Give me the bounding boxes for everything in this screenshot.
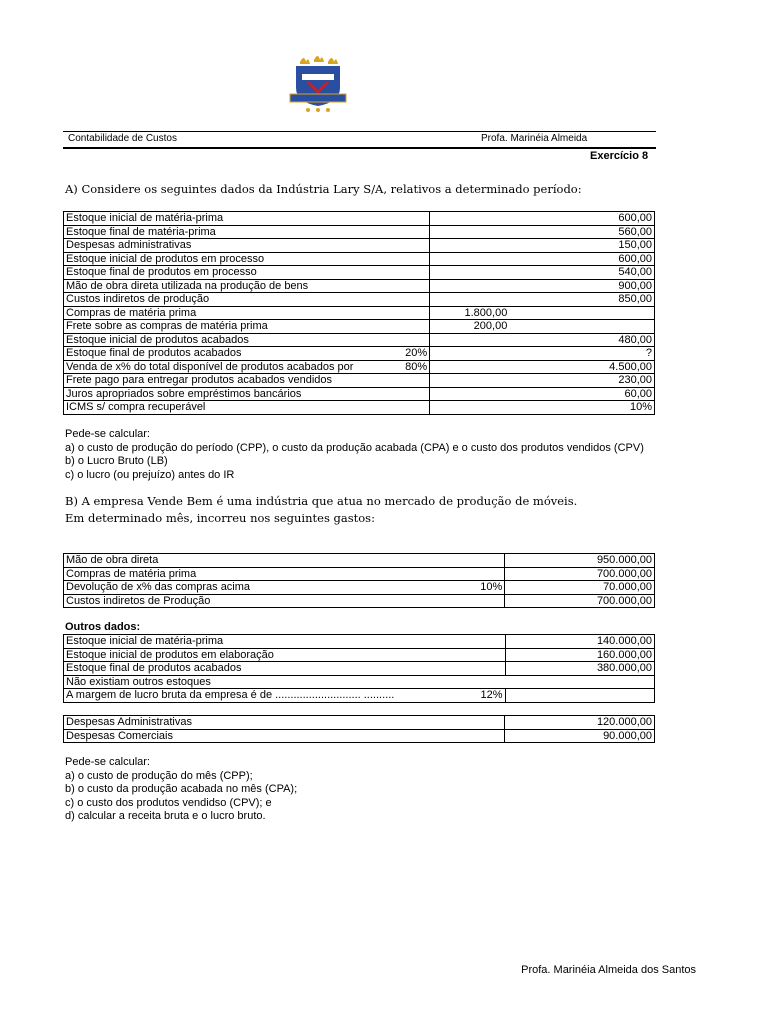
section-a-ask-b: b) o Lucro Bruto (LB) xyxy=(65,455,168,467)
row-label: Venda de x% do total disponível de produtos acabados por xyxy=(64,360,404,374)
table-row xyxy=(64,662,655,676)
row-value: 4.500,00 xyxy=(509,360,654,374)
row-percent xyxy=(403,225,430,239)
row-percent: 20% xyxy=(403,347,430,361)
row-label: Frete sobre as compras de matéria prima xyxy=(64,320,404,334)
row-percent xyxy=(403,374,430,388)
section-b-other-table xyxy=(63,634,655,703)
row-subvalue xyxy=(430,239,510,253)
section-a-ask-a: a) o custo de produção do período (CPP), o custo da produção acabada (CPA) e o custo dos produtos vendidos (CPV) xyxy=(65,441,644,454)
margin-value: 12% xyxy=(443,689,505,703)
row-label: Juros apropriados sobre empréstimos bancários xyxy=(64,387,404,401)
row-label: Despesas Administrativas xyxy=(64,716,505,730)
table-row xyxy=(64,635,655,649)
row-label: Estoque final de produtos acabados xyxy=(64,662,506,676)
row-label: Compras de matéria prima xyxy=(64,306,404,320)
header-bottom-rule xyxy=(63,147,656,149)
row-label: Estoque inicial de matéria-prima xyxy=(64,635,506,649)
row-subvalue xyxy=(430,252,510,266)
exercise-title: Exercício 8 xyxy=(590,150,649,162)
row-percent xyxy=(403,401,430,415)
section-b-ask-b: b) o custo da produção acabada no mês (CPA); xyxy=(65,783,298,795)
row-value: 560,00 xyxy=(509,225,654,239)
table-row xyxy=(64,374,655,388)
table-row xyxy=(64,320,655,334)
section-a-table xyxy=(63,211,655,415)
section-a-ask-title: Pede-se calcular: xyxy=(65,428,150,440)
section-b-questions xyxy=(65,756,297,824)
row-subvalue xyxy=(430,293,510,307)
row-value: 950.000,00 xyxy=(505,554,655,568)
table-row xyxy=(64,266,655,280)
row-value xyxy=(509,306,654,320)
row-label: Mão de obra direta utilizada na produção de bens xyxy=(64,279,404,293)
table-row xyxy=(64,293,655,307)
table-row xyxy=(64,225,655,239)
table-row xyxy=(64,347,655,361)
table-row xyxy=(64,567,655,581)
section-a-title: A) Considere os seguintes dados da Indústria Lary S/A, relativos a determinado período: xyxy=(65,182,582,196)
row-value: 700.000,00 xyxy=(505,567,655,581)
row-value: ? xyxy=(509,347,654,361)
section-b-ask-a: a) o custo de produção do mês (CPP); xyxy=(65,769,253,782)
row-subvalue xyxy=(430,225,510,239)
row-value: 540,00 xyxy=(509,266,654,280)
table-row xyxy=(64,675,655,689)
row-value: 230,00 xyxy=(509,374,654,388)
row-label: ICMS s/ compra recuperável xyxy=(64,401,404,415)
row-label: Estoque final de produtos em processo xyxy=(64,266,404,280)
course-name: Contabilidade de Custos xyxy=(68,133,177,144)
row-subvalue xyxy=(430,347,510,361)
row-percent xyxy=(403,239,430,253)
section-b-title-line2: Em determinado mês, incorreu nos seguintes gastos: xyxy=(65,511,375,525)
table-row xyxy=(64,239,655,253)
row-subvalue xyxy=(430,333,510,347)
row-value: 380.000,00 xyxy=(505,662,655,676)
row-label: Custos indiretos de produção xyxy=(64,293,404,307)
row-percent xyxy=(443,594,505,608)
row-label: Estoque inicial de produtos acabados xyxy=(64,333,404,347)
row-subvalue: 200,00 xyxy=(430,320,510,334)
row-label: Despesas Comerciais xyxy=(64,729,505,743)
row-percent xyxy=(403,266,430,280)
table-row xyxy=(64,333,655,347)
table-row xyxy=(64,279,655,293)
row-label: Estoque final de produtos acabados xyxy=(64,347,404,361)
row-subvalue xyxy=(430,360,510,374)
row-label: Devolução de x% das compras acima xyxy=(64,581,443,595)
row-percent xyxy=(403,212,430,226)
row-value: 10% xyxy=(509,401,654,415)
professor-name: Profa. Marinéia Almeida xyxy=(481,133,588,144)
row-value: 70.000,00 xyxy=(505,581,655,595)
row-value: 160.000,00 xyxy=(505,648,655,662)
row-percent xyxy=(443,554,505,568)
table-row xyxy=(64,252,655,266)
row-value: 150,00 xyxy=(509,239,654,253)
row-label: Despesas administrativas xyxy=(64,239,404,253)
row-value: 480,00 xyxy=(509,333,654,347)
row-value: 120.000,00 xyxy=(505,716,655,730)
row-percent: 80% xyxy=(403,360,430,374)
row-label: Frete pago para entregar produtos acabados vendidos xyxy=(64,374,404,388)
row-label: Estoque inicial de produtos em processo xyxy=(64,252,404,266)
row-subvalue xyxy=(430,401,510,415)
table-row xyxy=(64,401,655,415)
row-subvalue xyxy=(430,387,510,401)
table-row xyxy=(64,387,655,401)
table-row xyxy=(64,554,655,568)
other-data-title: Outros dados: xyxy=(65,621,141,633)
margin-label: A margem de lucro bruta da empresa é de ............................ .......... xyxy=(64,689,444,703)
row-value: 700.000,00 xyxy=(505,594,655,608)
table-row xyxy=(64,306,655,320)
row-percent xyxy=(403,293,430,307)
row-percent xyxy=(403,306,430,320)
row-value: 850,00 xyxy=(509,293,654,307)
table-row xyxy=(64,360,655,374)
row-percent xyxy=(403,333,430,347)
row-subvalue xyxy=(430,266,510,280)
row-value: 60,00 xyxy=(509,387,654,401)
row-label: Custos indiretos de Produção xyxy=(64,594,443,608)
margin-empty-cell xyxy=(505,689,655,703)
footer-signature: Profa. Marinéia Almeida dos Santos xyxy=(521,964,696,976)
row-value: 900,00 xyxy=(509,279,654,293)
crest-flames xyxy=(300,56,338,64)
row-percent xyxy=(443,567,505,581)
table-row xyxy=(64,594,655,608)
table-row xyxy=(64,648,655,662)
row-value: 90.000,00 xyxy=(505,729,655,743)
table-row xyxy=(64,716,655,730)
table-row xyxy=(64,729,655,743)
row-label: Estoque final de matéria-prima xyxy=(64,225,404,239)
row-subvalue xyxy=(430,212,510,226)
row-subvalue xyxy=(430,374,510,388)
table-row xyxy=(64,581,655,595)
section-b-costs-table xyxy=(63,553,655,608)
section-b-ask-title: Pede-se calcular: xyxy=(65,756,150,768)
row-label: Mão de obra direta xyxy=(64,554,443,568)
row-percent: 10% xyxy=(443,581,505,595)
section-a-questions xyxy=(65,428,644,482)
table-row xyxy=(64,689,655,703)
section-b-ask-c: c) o custo dos produtos vendidso (CPV); e xyxy=(65,796,272,809)
university-crest-logo xyxy=(286,52,350,116)
row-value: 140.000,00 xyxy=(505,635,655,649)
row-subvalue xyxy=(430,279,510,293)
section-a-ask-c: c) o lucro (ou prejuízo) antes do IR xyxy=(65,468,235,481)
row-label: Compras de matéria prima xyxy=(64,567,443,581)
row-percent xyxy=(403,279,430,293)
row-percent xyxy=(403,252,430,266)
table-row xyxy=(64,212,655,226)
row-value: 600,00 xyxy=(509,212,654,226)
section-b-expenses-table xyxy=(63,715,655,743)
section-b-title-line1: B) A empresa Vende Bem é uma indústria que atua no mercado de produção de móveis. xyxy=(65,494,578,508)
row-value xyxy=(509,320,654,334)
row-percent xyxy=(403,320,430,334)
row-label: Estoque inicial de produtos em elaboração xyxy=(64,648,506,662)
row-value: 600,00 xyxy=(509,252,654,266)
row-percent xyxy=(403,387,430,401)
row-subvalue: 1.800,00 xyxy=(430,306,510,320)
section-b-ask-d: d) calcular a receita bruta e o lucro bruto. xyxy=(65,810,266,822)
header-top-rule xyxy=(63,131,656,132)
row-label: Estoque inicial de matéria-prima xyxy=(64,212,404,226)
no-other-stock: Não existiam outros estoques xyxy=(64,675,655,689)
